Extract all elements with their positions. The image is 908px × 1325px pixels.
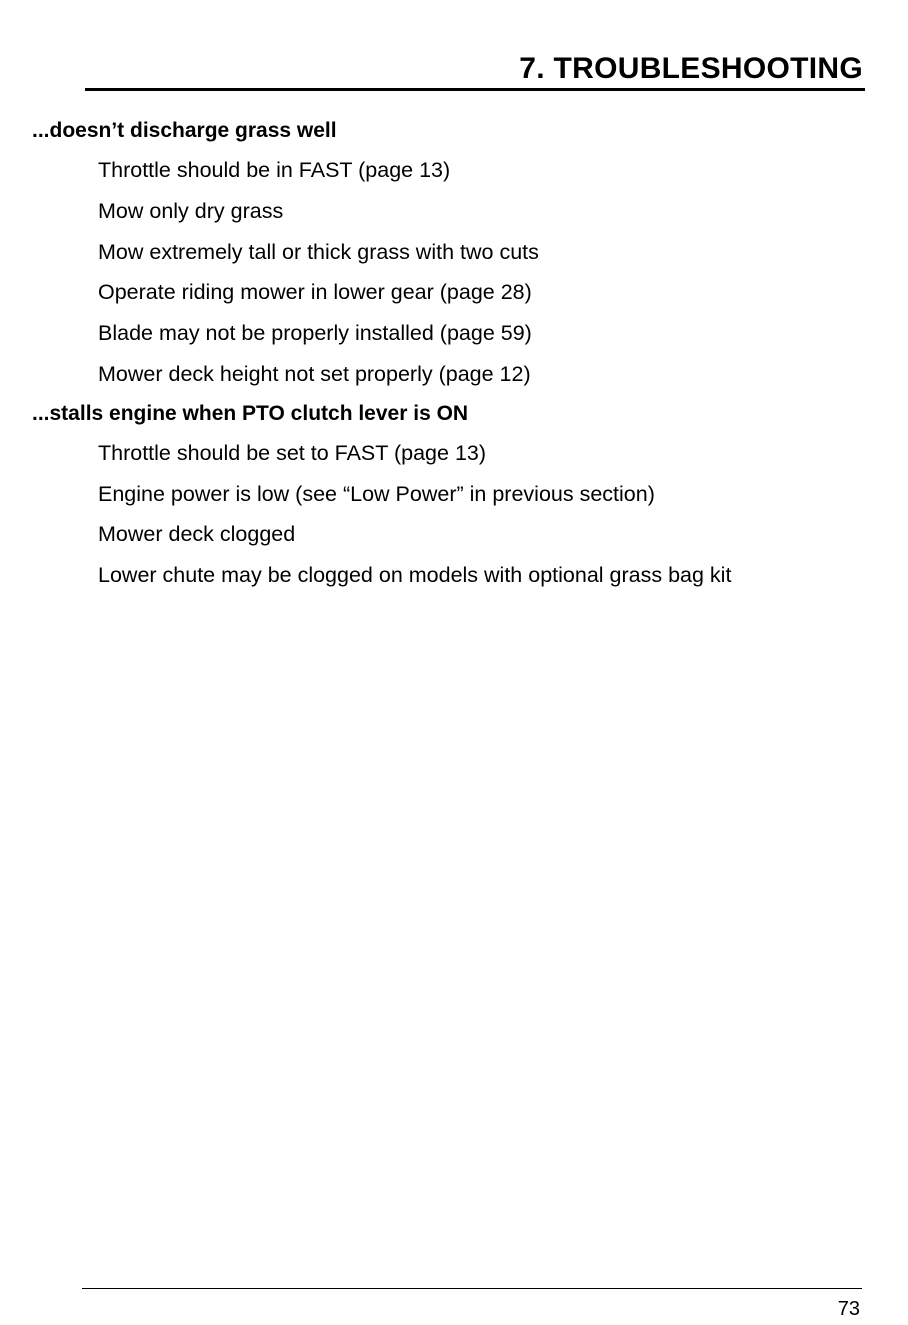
header-rule [85, 88, 865, 91]
remedy-item: Operate riding mower in lower gear (page 28) [98, 280, 532, 305]
remedy-item: Mower deck clogged [98, 522, 296, 547]
remedy-item: Mow only dry grass [98, 198, 284, 223]
remedy-item: Engine power is low (see “Low Power” in previous section) [98, 481, 655, 506]
remedy-item: Throttle should be in FAST (page 13) [98, 158, 451, 182]
page-number: 73 [837, 1298, 860, 1320]
troubleshooting-content [32, 112, 882, 596]
footer-rule [82, 1288, 862, 1289]
symptom-heading: ...doesn’t discharge grass well [32, 119, 337, 142]
section-title: 7. TROUBLESHOOTING [519, 52, 863, 85]
remedy-item: Mower deck height not set properly (page 12) [98, 361, 531, 386]
remedy-item: Mow extremely tall or thick grass with two cuts [98, 239, 539, 264]
remedy-item: Throttle should be set to FAST (page 13) [98, 440, 487, 465]
symptom-heading: ...stalls engine when PTO clutch lever is ON [32, 401, 469, 425]
remedy-item: Lower chute may be clogged on models with optional grass bag kit [98, 563, 732, 588]
remedy-item: Blade may not be properly installed (page 59) [98, 321, 532, 346]
